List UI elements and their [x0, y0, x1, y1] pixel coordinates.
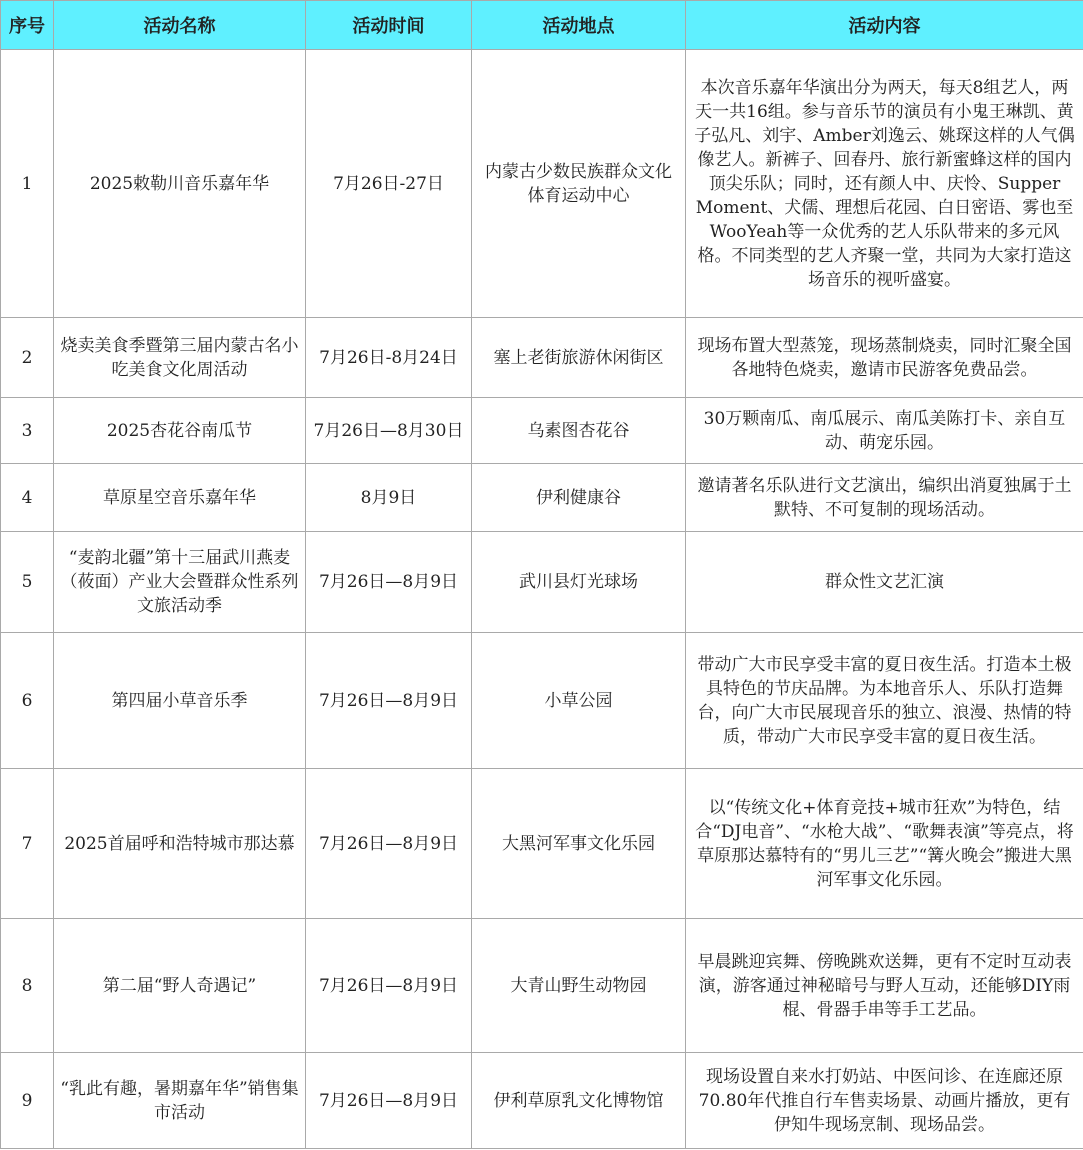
- cell-content: 本次音乐嘉年华演出分为两天，每天8组艺人，两天一共16组。参与音乐节的演员有小鬼王琳凯、黄子弘凡、刘宇、Amber刘逸云、姚琛这样的人气偶像艺人。新裤子、回春丹、旅行新蜜蜂这样的国内顶尖乐队；同时，还有颜人中、庆怜、Supper Moment、犬儒、理想后花园、白日密语、雾也至WooYeah等一众优秀的艺人乐队带来的多元风格。不同类型的艺人齐聚一堂，共同为大家打造这场音乐的视听盛宴。: [686, 50, 1083, 318]
- cell-time: 7月26日—8月9日: [306, 919, 472, 1053]
- cell-time: 7月26日-27日: [306, 50, 472, 318]
- header-row: [1, 1, 1083, 50]
- table-row: [1, 769, 1083, 919]
- cell-name: 2025首届呼和浩特城市那达慕: [54, 769, 306, 919]
- table-row: [1, 318, 1083, 398]
- table-row: [1, 1053, 1083, 1149]
- cell-content: 带动广大市民享受丰富的夏日夜生活。打造本土极具特色的节庆品牌。为本地音乐人、乐队打造舞台，向广大市民展现音乐的独立、浪漫、热情的特质，带动广大市民享受丰富的夏日夜生活。: [686, 633, 1083, 769]
- cell-time: 7月26日-8月24日: [306, 318, 472, 398]
- cell-content: 群众性文艺汇演: [686, 532, 1083, 633]
- cell-index: 4: [1, 464, 54, 532]
- cell-content: 以“传统文化+体育竞技+城市狂欢”为特色，结合“DJ电音”、“水枪大战”、“歌舞表演”等亮点，将草原那达慕特有的“男儿三艺”“篝火晚会”搬进大黑河军事文化乐园。: [686, 769, 1083, 919]
- cell-content: 早晨跳迎宾舞、傍晚跳欢送舞，更有不定时互动表演，游客通过神秘暗号与野人互动，还能够DIY雨棍、骨器手串等手工艺品。: [686, 919, 1083, 1053]
- header-index: 序号: [1, 1, 54, 50]
- cell-name: “乳此有趣，暑期嘉年华”销售集市活动: [54, 1053, 306, 1149]
- table-row: [1, 398, 1083, 464]
- cell-time: 7月26日—8月9日: [306, 532, 472, 633]
- cell-time: 7月26日—8月9日: [306, 769, 472, 919]
- table-row: [1, 919, 1083, 1053]
- cell-name: 2025敕勒川音乐嘉年华: [54, 50, 306, 318]
- cell-name: 第二届“野人奇遇记”: [54, 919, 306, 1053]
- cell-content: 邀请著名乐队进行文艺演出，编织出消夏独属于土默特、不可复制的现场活动。: [686, 464, 1083, 532]
- cell-location: 大黑河军事文化乐园: [472, 769, 686, 919]
- header-name: 活动名称: [54, 1, 306, 50]
- cell-location: 武川县灯光球场: [472, 532, 686, 633]
- table-row: [1, 532, 1083, 633]
- cell-location: 伊利健康谷: [472, 464, 686, 532]
- cell-index: 5: [1, 532, 54, 633]
- cell-location: 小草公园: [472, 633, 686, 769]
- cell-content: 现场设置自来水打奶站、中医问诊、在连廊还原70.80年代推自行车售卖场景、动画片播放，更有伊知牛现场烹制、现场品尝。: [686, 1053, 1083, 1149]
- header-content: 活动内容: [686, 1, 1083, 50]
- cell-index: 2: [1, 318, 54, 398]
- cell-time: 7月26日—8月9日: [306, 1053, 472, 1149]
- cell-location: 伊利草原乳文化博物馆: [472, 1053, 686, 1149]
- table-row: [1, 50, 1083, 318]
- cell-location: 内蒙古少数民族群众文化体育运动中心: [472, 50, 686, 318]
- cell-name: “麦韵北疆”第十三届武川燕麦（莜面）产业大会暨群众性系列文旅活动季: [54, 532, 306, 633]
- cell-index: 9: [1, 1053, 54, 1149]
- table-row: [1, 464, 1083, 532]
- cell-time: 7月26日—8月9日: [306, 633, 472, 769]
- header-location: 活动地点: [472, 1, 686, 50]
- cell-location: 大青山野生动物园: [472, 919, 686, 1053]
- cell-content: 30万颗南瓜、南瓜展示、南瓜美陈打卡、亲自互动、萌宠乐园。: [686, 398, 1083, 464]
- cell-index: 3: [1, 398, 54, 464]
- cell-location: 乌素图杏花谷: [472, 398, 686, 464]
- cell-time: 8月9日: [306, 464, 472, 532]
- header-time: 活动时间: [306, 1, 472, 50]
- cell-index: 1: [1, 50, 54, 318]
- cell-index: 7: [1, 769, 54, 919]
- cell-name: 2025杏花谷南瓜节: [54, 398, 306, 464]
- cell-time: 7月26日—8月30日: [306, 398, 472, 464]
- cell-index: 8: [1, 919, 54, 1053]
- cell-name: 草原星空音乐嘉年华: [54, 464, 306, 532]
- cell-location: 塞上老街旅游休闲街区: [472, 318, 686, 398]
- cell-name: 第四届小草音乐季: [54, 633, 306, 769]
- table-row: [1, 633, 1083, 769]
- cell-content: 现场布置大型蒸笼，现场蒸制烧卖，同时汇聚全国各地特色烧卖，邀请市民游客免费品尝。: [686, 318, 1083, 398]
- cell-name: 烧卖美食季暨第三届内蒙古名小吃美食文化周活动: [54, 318, 306, 398]
- cell-index: 6: [1, 633, 54, 769]
